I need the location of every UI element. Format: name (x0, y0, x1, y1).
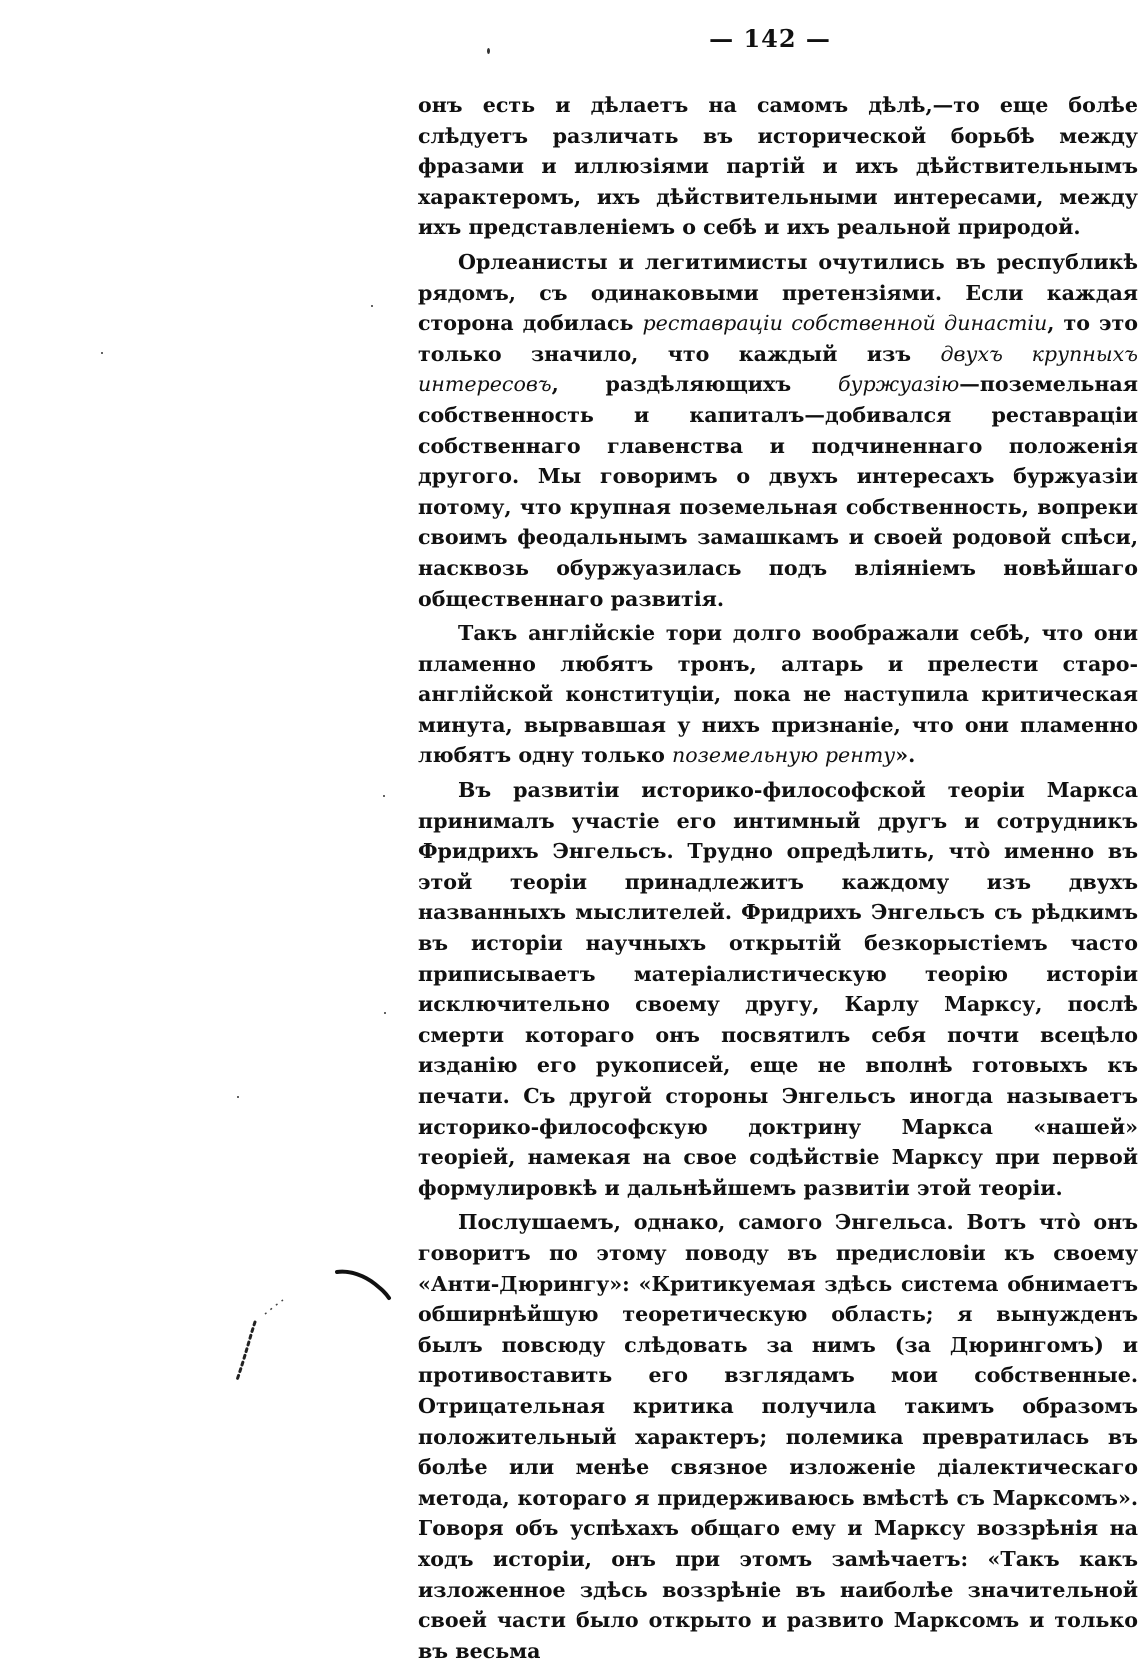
text-segment: Такъ англійскіе тори долго воображали себѣ, что они пламенно любятъ тронъ, алтарь и прелести старо-англійской конституціи, пока не наступила критическая минута, вырвавшая у нихъ признаніе, что они пламенно любятъ одну только (418, 621, 1138, 768)
scan-speck (371, 305, 373, 307)
text-segment: Послушаемъ, однако, самого Энгельса. Вотъ что̀ онъ говоритъ по этому поводу въ предисловіи къ своему «Анти-Дюрингу»: «Критикуемая здѣсь система обнимаетъ обширнѣйшую теоретическую область; я вынужденъ былъ повсюду слѣдовать за нимъ (за Дюрингомъ) и противоставить его взглядамъ мои собственные. Отрицательная критика получила такимъ образомъ положительный характеръ; полемика превратилась въ болѣе или менѣе связное изложеніе діалектическаго метода, котораго я придерживаюсь вмѣстѣ съ Марксомъ». Говоря объ успѣхахъ общаго ему и Марксу воззрѣнія на ходъ исторіи, онъ при этомъ замѣчаетъ: «Такъ какъ изложенное здѣсь воззрѣніе въ наиболѣе значительной своей части было открыто и развито Марксомъ и только въ весьма (418, 1210, 1138, 1663)
italic-phrase: поземельную ренту (671, 743, 896, 768)
text-segment: Орлеанисты и легитимисты очутились въ республикѣ рядомъ, съ одинаковыми претензіями. Если каждая сторона добилась (418, 249, 1138, 336)
scan-speck (487, 48, 490, 54)
paragraph (418, 247, 1138, 614)
italic-phrase: буржуазію (837, 372, 960, 397)
italic-phrase: реставраціи собственной династіи (642, 311, 1048, 336)
scan-smudge (225, 1262, 395, 1392)
body-text (418, 90, 1138, 1670)
scan-speck (384, 1012, 386, 1014)
scan-speck (237, 1096, 239, 1098)
text-segment: , раздѣляющихъ (551, 372, 838, 397)
page-number: — 142 — (709, 24, 831, 53)
paragraph (418, 90, 1138, 243)
text-segment: Въ развитіи историко-философской теоріи Маркса принималъ участіе его интимный другъ и сотрудникъ Фридрихъ Энгельсъ. Трудно опредѣлить, что̀ именно въ этой теоріи принадлежитъ каждому изъ двухъ названныхъ мыслителей. Фридрихъ Энгельсъ съ рѣдкимъ въ исторіи научныхъ открытій безкорыстіемъ часто приписываетъ матеріалистическую теорію исторіи исключительно своему другу, Карлу Марксу, послѣ смерти котораго онъ посвятилъ себя почти всецѣло изданію его рукописей, еще не вполнѣ готовыхъ къ печати. Съ другой стороны Энгельсъ иногда называетъ историко-философскую доктрину Маркса «нашей» теоріей, намекая на свое содѣйствіе Марксу при первой формулировкѣ и дальнѣйшемъ развитіи этой теоріи. (418, 778, 1138, 1200)
paragraph (418, 618, 1138, 771)
text-segment: ». (895, 743, 916, 768)
scan-speck (383, 795, 385, 797)
scan-speck (101, 352, 103, 354)
italic-phrase: двухъ крупныхъ интересовъ (418, 341, 1138, 397)
text-segment: , то это только значило, что каждый изъ (418, 311, 1138, 366)
text-segment: —поземельная собственность и капиталъ—добивался реставраціи собственнаго главенства и подчиненнаго положенія другого. Мы говоримъ о двухъ интересахъ буржуазіи потому, что крупная поземельная собственность, вопреки своимъ феодальнымъ замашкамъ и своей родовой спѣси, насквозь обуржуазилась подъ вліяніемъ новѣйшаго общественнаго развитія. (418, 372, 1138, 611)
paragraph (418, 775, 1138, 1203)
text-segment: онъ есть и дѣлаетъ на самомъ дѣлѣ,—то еще болѣе слѣдуетъ различать въ исторической борьбѣ между фразами и иллюзіями партій и ихъ дѣйствительнымъ характеромъ, ихъ дѣйствительными интересами, между ихъ представленіемъ о себѣ и ихъ реальной природой. (418, 93, 1138, 240)
paragraph (418, 1207, 1138, 1666)
